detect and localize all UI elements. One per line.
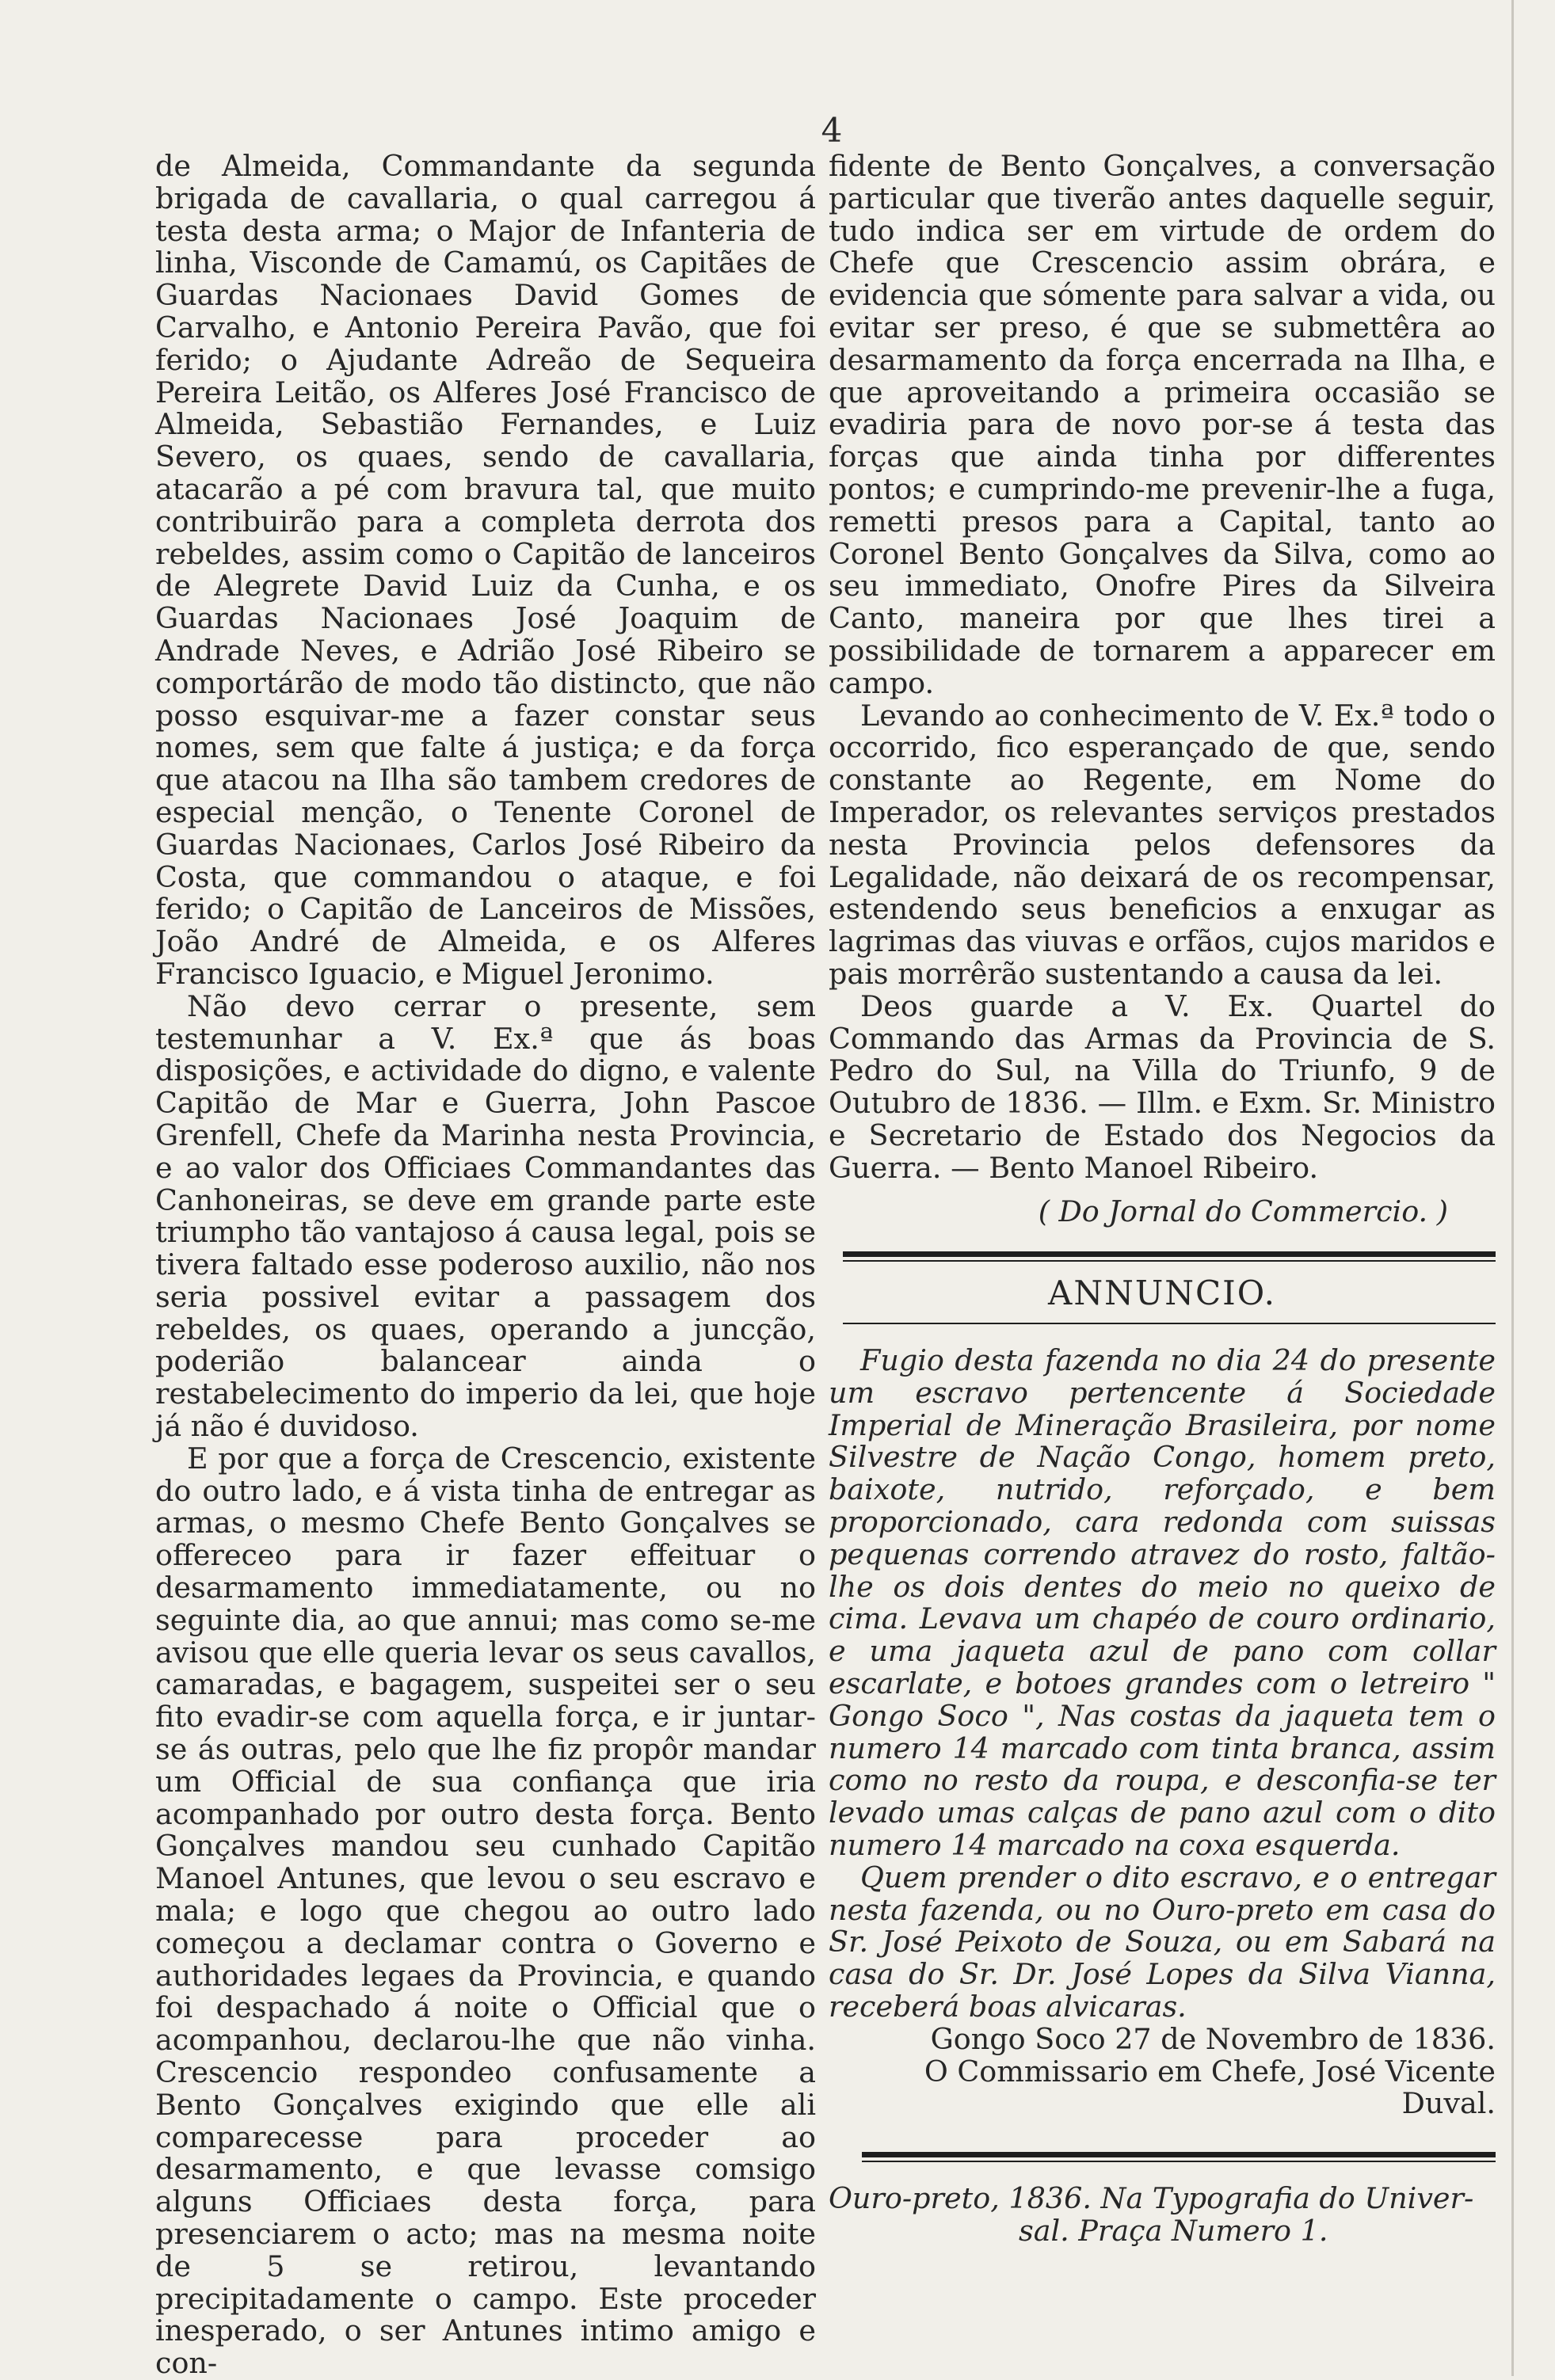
left-column [155,150,816,2380]
left-paragraph-2: Não devo cerrar o presente, sem testemunhar a V. Ex.ª que ás boas disposições, e actividade do digno, e valente Capitão de Mar e Guerra, John Pascoe Grenfell, Chefe da Marinha nesta Provincia, e ao valor dos Officiaes Commandantes das Canhoneiras, se deve em grande parte este triumpho tão vantajoso á causa legal, pois se tivera faltado esse poderoso auxilio, não nos seria possivel evitar a passagem dos rebeldes, os quaes, operando a juncção, poderião balancear ainda o restabelecimento do imperio da lei, que hoje já não é duvidoso. [155,988,816,1444]
section-divider-thick [843,1251,1496,1257]
imprint-line-2: sal. Praça Numero 1. [1019,2214,1328,2249]
annuncio-heading: ANNUNCIO. [1047,1274,1277,1313]
right-paragraph-1: fidente de Bento Gonçalves, a conversação particular que tiverão antes daquelle seguir, tudo indica ser em virtude de ordem do Chefe que Crescencio assim obrára, e evidencia que sómente para salvar a vida, ou evitar ser preso, é que se submettêra ao desarmamento da força encerrada na Ilha, e que aproveitando a primeira occasião se evadiria para de novo por-se á testa das forças que ainda tinha por differentes pontos; e cumprindo-me prevenir-lhe a fuga, remetti presos para a Capital, tanto ao Coronel Bento Gonçalves da Silva, como ao seu immediato, Onofre Pires da Silveira Canto, maneira por que lhes tirei a possibilidade de tornarem a apparecer em campo. [829,149,1496,700]
annuncio-paragraph-2: Quem prender o dito escravo, e o entregar nesta fazenda, ou no Ouro-preto em casa do Sr. José Peixoto de Souza, ou em Sabará na casa do Sr. Dr. José Lopes da Silva Vianna, receberá boas alvicaras. [829,1860,1496,2024]
annuncio-date-line: Gongo Soco 27 de Novembro de 1836. [930,2021,1496,2056]
imprint-divider-thin [862,2161,1496,2162]
imprint-divider-thick [862,2152,1496,2157]
right-paragraph-3: Deos guarde a V. Ex. Quartel do Commando das Armas da Provincia de S. Pedro do Sul, na Villa do Triunfo, 9 de Outubro de 1836. — Illm. e Exm. Sr. Ministro e Secretario de Estado dos Negocios da Guerra. — Bento Manoel Ribeiro. [829,988,1496,1185]
annuncio-signature: O Commissario em Chefe, José Vicente Duval. [924,2054,1496,2121]
section-divider-thin [843,1260,1496,1262]
right-column [829,150,1496,2248]
annuncio-paragraph-1: Fugio desta fazenda no dia 24 do presente um escravo pertencente á Sociedade Imperial de Mineração Brasileira, por nome Silvestre de Nação Congo, homem preto, baixote, nutrido, reforçado, e bem proporcionado, cara redonda com suissas pequenas correndo atravez do rosto, faltão-lhe os dois dentes do meio no queixo de cima. Levava um chapéo de couro ordinario, e uma jaqueta azul de pano com collar escarlate, e botoes grandes com o letreiro " Gongo Soco ", Nas costas da jaqueta tem o numero 14 marcado com tinta branca, assim como no resto da roupa, e desconfia-se ter levado umas calças de pano azul com o dito numero 14 marcado na coxa esquerda. [829,1343,1496,1863]
page-number: 4 [821,111,843,150]
page-edge-line [1511,0,1514,2376]
left-paragraph-3: E por que a força de Crescencio, existente do outro lado, e á vista tinha de entregar as armas, o mesmo Chefe Bento Gonçalves se offereceo para ir fazer effeituar o desarmamento immediatamente, ou no seguinte dia, ao que annui; mas como se-me avisou que elle queria levar os seus cavallos, camaradas, e bagagem, suspeitei ser o seu fito evadir-se com aquella força, e ir juntar-se ás outras, pelo que lhe fiz propôr mandar um Official de sua confiança que iria acompanhado por outro desta força. Bento Gonçalves mandou seu cunhado Capitão Manoel Antunes, que levou o seu escravo e mala; e logo que chegou ao outro lado começou a declamar contra o Governo e authoridades legaes da Provincia, e quando foi despachado á noite o Official que o acompanhou, declarou-lhe que não vinha. Crescencio respondeo confusamente a Bento Gonçalves exigindo que elle ali comparecesse para proceder ao desarmamento, e que levasse comsigo alguns Officiaes desta força, para presenciarem o acto; mas na mesma noite de 5 se retirou, levantando precipitadamente o campo. Este proceder inesperado, o ser Antunes intimo amigo e con- [155,1441,816,2380]
right-paragraph-2: Levando ao conhecimento de V. Ex.ª todo o occorrido, fico esperançado de que, sendo constante ao Regente, em Nome do Imperador, os relevantes serviços prestados nesta Provincia pelos defensores da Legalidade, não deixará de os recompensar, estendendo seus beneficios a enxugar as lagrimas das viuvas e orfãos, cujos maridos e pais morrêrão sustentando a causa da lei. [829,698,1496,991]
source-attribution: ( Do Jornal do Commercio. ) [1038,1194,1448,1228]
imprint-line-1: Ouro-preto, 1836. Na Typografia do Univer- [829,2181,1474,2216]
annuncio-divider [843,1323,1496,1324]
left-paragraph-1: de Almeida, Commandante da segunda brigada de cavallaria, o qual carregou á testa desta arma; o Major de Infanteria de linha, Visconde de Camamú, os Capitães de Guardas Nacionaes David Gomes de Carvalho, e Antonio Pereira Pavão, que foi ferido; o Ajudante Adreão de Sequeira Pereira Leitão, os Alferes José Francisco de Almeida, Sebastião Fernandes, e Luiz Severo, os quaes, sendo de cavallaria, atacarão a pé com bravura tal, que muito contribuirão para a completa derrota dos rebeldes, assim como o Capitão de lanceiros de Alegrete David Luiz da Cunha, e os Guardas Nacionaes José Joaquim de Andrade Neves, e Adrião José Ribeiro se comportárão de modo tão distincto, que não posso esquivar-me a fazer constar seus nomes, sem que falte á justiça; e da força que atacou na Ilha são tambem credores de especial menção, o Tenente Coronel de Guardas Nacionaes, Carlos José Ribeiro da Costa, que commandou o ataque, e foi ferido; o Capitão de Lanceiros de Missões, João André de Almeida, e os Alferes Francisco Iguacio, e Miguel Jeronimo. [155,149,816,991]
annuncio-body [829,1345,1496,2120]
